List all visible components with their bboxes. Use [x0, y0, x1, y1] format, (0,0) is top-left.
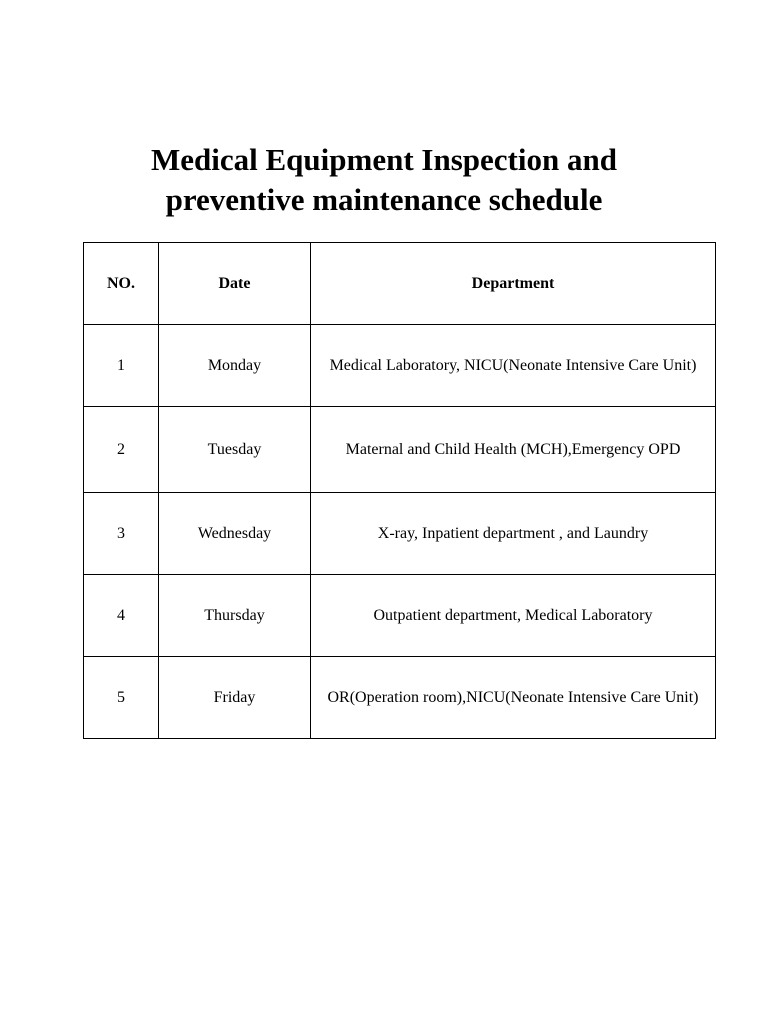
- cell-date: Tuesday: [159, 407, 311, 493]
- cell-date: Friday: [159, 657, 311, 739]
- table-header: [84, 243, 716, 325]
- cell-date: Wednesday: [159, 493, 311, 575]
- cell-no: 5: [84, 657, 159, 739]
- cell-date: Monday: [159, 325, 311, 407]
- schedule-table: [83, 242, 716, 739]
- cell-department: OR(Operation room),NICU(Neonate Intensive Care Unit): [311, 657, 716, 739]
- header-department: Department: [311, 243, 716, 325]
- cell-department: X-ray, Inpatient department , and Laundry: [311, 493, 716, 575]
- header-no: NO.: [84, 243, 159, 325]
- table-row: [84, 407, 716, 493]
- header-date: Date: [159, 243, 311, 325]
- header-row: [84, 243, 716, 325]
- cell-no: 4: [84, 575, 159, 657]
- table-body: [84, 325, 716, 739]
- cell-no: 1: [84, 325, 159, 407]
- cell-department: Outpatient department, Medical Laboratory: [311, 575, 716, 657]
- table-row: [84, 325, 716, 407]
- cell-department: Maternal and Child Health (MCH),Emergency OPD: [311, 407, 716, 493]
- page-title-line-2: preventive maintenance schedule: [165, 182, 603, 217]
- page-title: [0, 140, 768, 220]
- table-row: [84, 657, 716, 739]
- table-row: [84, 575, 716, 657]
- page-title-line-1: Medical Equipment Inspection and: [151, 142, 617, 177]
- table-row: [84, 493, 716, 575]
- cell-no: 2: [84, 407, 159, 493]
- cell-department: Medical Laboratory, NICU(Neonate Intensive Care Unit): [311, 325, 716, 407]
- cell-no: 3: [84, 493, 159, 575]
- cell-date: Thursday: [159, 575, 311, 657]
